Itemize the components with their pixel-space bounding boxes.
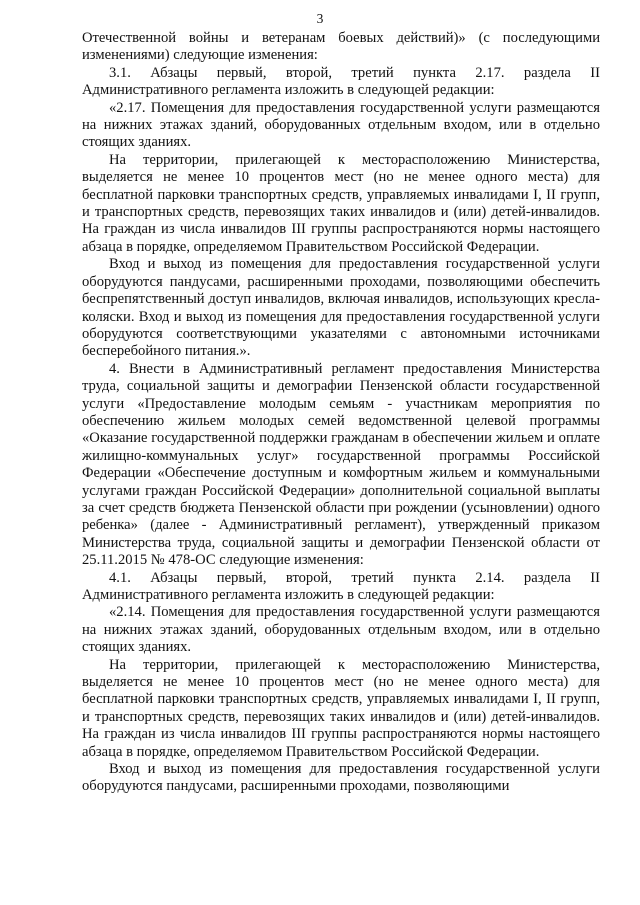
paragraph: «2.14. Помещения для предоставления государственной услуги размещаются на нижних этажах зданий, оборудованных отдельным входом, или в отдельно стоящих зданиях. [82, 604, 600, 656]
paragraph: На территории, прилегающей к месторасположению Министерства, выделяется не менее 10 процентов мест (но не менее одного места) для бесплатной парковки транспортных средств, управляемых инвалидами I, II групп, и транспортных средств, перевозящих таких инвалидов и (или) детей-инвалидов. На граждан из числа инвалидов III группы распространяются нормы настоящего абзаца в порядке, определяемом Правительством Российской Федерации. [82, 151, 600, 255]
paragraph: 4.1. Абзацы первый, второй, третий пункта 2.14. раздела II Административного регламента изложить в следующей редакции: [82, 569, 600, 603]
document-body [82, 30, 600, 796]
page-number: 3 [316, 11, 324, 26]
paragraph: Вход и выход из помещения для предоставления государственной услуги оборудуются пандусами, расширенными проходами, позволяющими обеспечить беспрепятственный доступ инвалидов, включая инвалидов, использующих кресла-коляски. Вход и выход из помещения для предоставления государственной услуги оборудуются соответствующими указателями с автономными источниками бесперебойного питания.». [82, 256, 600, 360]
paragraph: На территории, прилегающей к месторасположению Министерства, выделяется не менее 10 процентов мест (но не менее одного места) для бесплатной парковки транспортных средств, управляемых инвалидами I, II групп, и транспортных средств, перевозящих таких инвалидов и (или) детей-инвалидов. На граждан из числа инвалидов III группы распространяются нормы настоящего абзаца в порядке, определяемом Правительством Российской Федерации. [82, 656, 600, 760]
paragraph: Вход и выход из помещения для предоставления государственной услуги оборудуются пандусами, расширенными проходами, позволяющими [82, 761, 600, 795]
paragraph: Отечественной войны и ветеранам боевых действий)» (с последующими изменениями) следующие изменения: [82, 30, 600, 64]
paragraph: 3.1. Абзацы первый, второй, третий пункта 2.17. раздела II Административного регламента изложить в следующей редакции: [82, 64, 600, 99]
paragraph: 4. Внести в Административный регламент предоставления Министерства труда, социальной защиты и демографии Пензенской области государственной услуги «Предоставление молодым семьям - участникам мероприятия по обеспечению жильем молодых семей ведомственной целевой программы «Оказание государственной поддержки гражданам в обеспечении жильем и оплате жилищно-коммунальных услуг» государственной программы Российской Федерации «Обеспечение доступным и комфортным жильем и коммунальными услугами граждан Российской Федерации» дополнительной социальной выплаты за счет средств бюджета Пензенской области при рождении (усыновлении) одного ребенка» (далее - Административный регламент), утвержденный приказом Министерства труда, социальной защиты и демографии Пензенской области от 25.11.2015 № 478-ОС следующие изменения: [82, 360, 600, 569]
paragraph: «2.17. Помещения для предоставления государственной услуги размещаются на нижних этажах зданий, оборудованных отдельным входом, или в отдельно стоящих зданиях. [82, 99, 600, 151]
